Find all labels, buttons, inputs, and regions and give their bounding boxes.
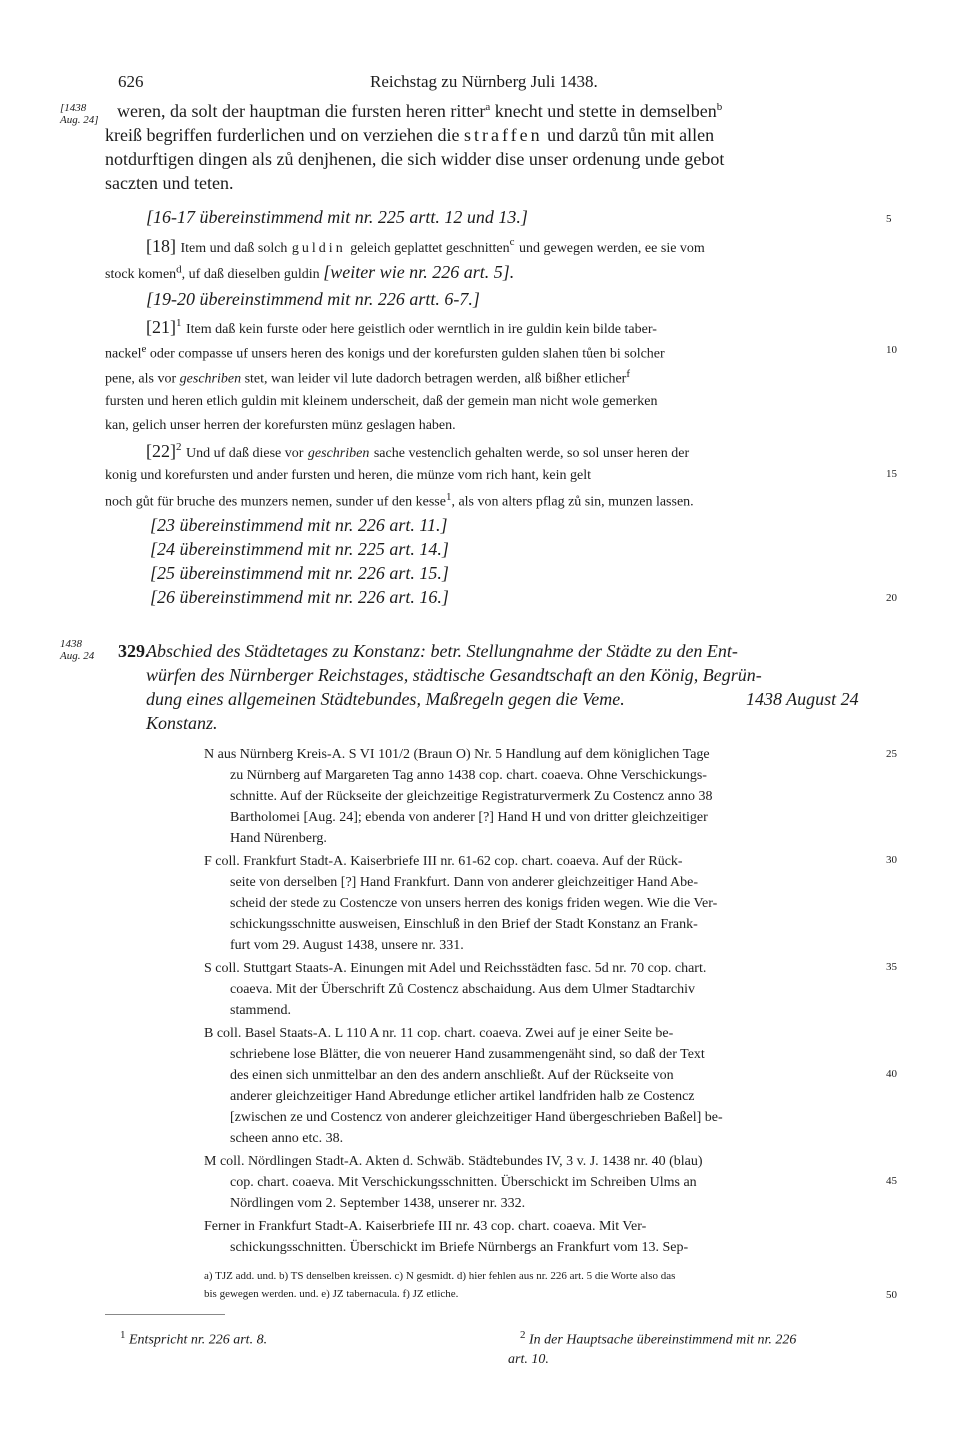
entry-title: Abschied des Städtetages zu Konstanz: betr. Stellungnahme der Städte zu den Ent-: [146, 641, 738, 661]
line-number: 35: [886, 961, 897, 973]
line-number: 10: [886, 344, 897, 356]
text-line: [26 übereinstimmend mit nr. 226 art. 16.]: [150, 587, 449, 607]
text-line: $[21]^1$ Item daß kein furste oder here geistlich oder werntlich in ire guldin kein bilde taber-: [146, 317, 657, 337]
margin-date: [1438 Aug. 24]: [60, 102, 99, 126]
text-line: $[22]^2$ Und uf daß diese vor geschriben sache vestenclich gehalten werde, so sol unser heren der: [146, 441, 690, 461]
footnote: $^2$ In der Hauptsache übereinstimmend mit nr. 226: [520, 1329, 797, 1348]
text-line: nackel$^e$ oder compasse uf unsers heren des konigs und der korefursten gulden slahen tůen bi solcher: [105, 343, 665, 362]
footnote: $^1$ Entspricht nr. 226 art. 8.: [120, 1329, 268, 1348]
source-line: schickungsschnitte ausweisen, Einschluß in den Brief der Stadt Konstanz an Frank-: [230, 917, 698, 932]
source-line: [zwischen ze und Costencz von anderer gleichzeitiger Hand übergeschrieben Baßel] be-: [230, 1110, 723, 1125]
text-line: [18] Item und daß solch guldin geleich geplattet geschnitten$^c$ und gewegen werden, ee sie vom: [146, 236, 705, 256]
source-line: Nördlingen vom 2. September 1438, unserer nr. 332.: [230, 1196, 526, 1211]
footnote: art. 10.: [508, 1352, 549, 1367]
source-line: S coll. Stuttgart Staats-A. Einungen mit Adel und Reichsstädten fasc. 5d nr. 70 cop. chart.: [204, 961, 707, 976]
source-line: Hand Nürenberg.: [230, 831, 327, 846]
text-line: noch gůt für bruche des munzers nemen, sunder uf den kesse$^1$, als von alters pflag zů sin, munzen lassen.: [105, 491, 694, 510]
text-line: [23 übereinstimmend mit nr. 226 art. 11.]: [150, 515, 448, 535]
footnote-rule: [105, 1314, 225, 1315]
entry-number: 329.: [118, 641, 150, 661]
text-line: fursten und heren etlich guldin mit kleinem underscheit, daß der gemein man nicht wole gemerken: [105, 394, 658, 409]
source-line: furt vom 29. August 1438, unsere nr. 331.: [230, 938, 464, 953]
line-number: 20: [886, 592, 897, 604]
line-number: 30: [886, 854, 897, 866]
text-line: stock komen$^d$, uf daß dieselben guldin [weiter wie nr. 226 art. 5].: [105, 262, 515, 282]
source-line: M coll. Nördlingen Stadt-A. Akten d. Schwäb. Städtebundes IV, 3 v. J. 1438 nr. 40 (blau): [204, 1154, 703, 1169]
text-line: pene, als vor geschriben stet, wan leider vil lute dadorch betragen werden, alß bißher etlicher$^f$: [105, 368, 630, 387]
text-line: kan, gelich unser herren der korefursten münz geslagen haben.: [105, 418, 456, 433]
entry-date: 1438 August 24: [746, 689, 859, 709]
source-line: zu Nürnberg auf Margareten Tag anno 1438 cop. chart. coaeva. Ohne Verschickungs-: [230, 768, 707, 783]
source-line: F coll. Frankfurt Stadt-A. Kaiserbriefe III nr. 61-62 cop. chart. coaeva. Auf der Rück-: [204, 854, 683, 869]
entry-title: dung eines allgemeinen Städtebundes, Maßregeln gegen die Veme. 1438 August 24: [146, 689, 859, 709]
apparatus-line: bis gewegen werden. und. e) JZ tabernacula. f) JZ etliche.: [204, 1288, 459, 1300]
source-line: stammend.: [230, 1003, 292, 1018]
margin-date: 1438 Aug. 24: [60, 638, 95, 662]
line-number: 25: [886, 748, 897, 760]
page-number: 626: [118, 72, 144, 91]
source-line: seite von derselben [?] Hand Frankfurt. Dann von anderer gleichzeitiger Hand Abe-: [230, 875, 699, 890]
text-line: saczten und teten.: [105, 173, 234, 193]
apparatus-line: a) TJZ add. und. b) TS denselben kreissen. c) N gesmidt. d) hier fehlen aus nr. 226 art. 5 die Worte also das: [204, 1270, 676, 1282]
source-line: schnitte. Auf der Rückseite der gleichzeitige Registraturvermerk Zu Costencz anno 38: [230, 789, 713, 804]
line-number: 5: [886, 213, 892, 225]
source-line: schickungsschnitten. Überschickt im Briefe Nürnbergs an Frankfurt vom 13. Sep-: [230, 1240, 689, 1255]
source-line: B coll. Basel Staats-A. L 110 A nr. 11 cop. chart. coaeva. Zwei auf je einer Seite be-: [204, 1026, 674, 1041]
apparatus-mark: a: [485, 101, 491, 113]
line-number: 45: [886, 1175, 897, 1187]
source-line: coaeva. Mit der Überschrift Zů Costencz abschaidung. Aus dem Ulmer Stadtarchiv: [230, 982, 695, 997]
apparatus-mark: b: [716, 101, 723, 113]
text-line: weren, da solt der hauptman die fursten heren ritter$^a$ knecht und stette in demselben$^b$: [117, 101, 723, 121]
entry-title: Konstanz.: [146, 713, 218, 733]
source-line: N aus Nürnberg Kreis-A. S VI 101/2 (Braun O) Nr. 5 Handlung auf dem königlichen Tage: [204, 747, 710, 762]
entry-title: würfen des Nürnberger Reichstages, städtische Gesandtschaft an den König, Begrün-: [146, 665, 762, 685]
source-line: anderer gleichzeitiger Hand Abredunge etlicher artikel landfriden halb ze Costencz: [230, 1089, 695, 1104]
text-line: [16-17 übereinstimmend mit nr. 225 artt. 12 und 13.]: [146, 207, 528, 227]
source-line: schriebene lose Blätter, die von neuerer Hand zusammengenäht sind, so daß der Text: [230, 1047, 705, 1062]
text-line: [25 übereinstimmend mit nr. 226 art. 15.]: [150, 563, 449, 583]
text-line: kreiß begriffen furderlichen und on verziehen die straffen und darzů tůn mit allen: [105, 125, 715, 145]
source-line: scheid der stede zu Costencze von unsers herren des konigs friden wegen. Wie die Ver-: [230, 896, 718, 911]
text-line: [19-20 übereinstimmend mit nr. 226 artt. 6-7.]: [146, 289, 480, 309]
text-line: notdurftigen dingen als zů denjhenen, die sich widder dise unser ordenung unde gebot: [105, 149, 725, 169]
line-number: 40: [886, 1068, 897, 1080]
source-line: Ferner in Frankfurt Stadt-A. Kaiserbriefe III nr. 43 cop. chart. coaeva. Mit Ver-: [204, 1219, 647, 1234]
source-line: cop. chart. coaeva. Mit Verschickungsschnitten. Überschickt im Schreiben Ulms an: [230, 1175, 697, 1190]
line-number: 50: [886, 1289, 897, 1301]
source-line: des einen sich unmittelbar an den des andern anschließt. Auf der Rückseite von: [230, 1068, 674, 1083]
source-line: scheen anno etc. 38.: [230, 1131, 344, 1146]
running-title: Reichstag zu Nürnberg Juli 1438.: [370, 72, 598, 91]
line-number: 15: [886, 468, 897, 480]
text-line: [24 übereinstimmend mit nr. 225 art. 14.]: [150, 539, 449, 559]
source-line: Bartholomei [Aug. 24]; ebenda von anderer [?] Hand H und von dritter gleichzeitiger: [230, 810, 708, 825]
text-line: konig und korefursten und ander fursten und heren, die münze vom rich hant, kein gelt: [105, 468, 591, 483]
